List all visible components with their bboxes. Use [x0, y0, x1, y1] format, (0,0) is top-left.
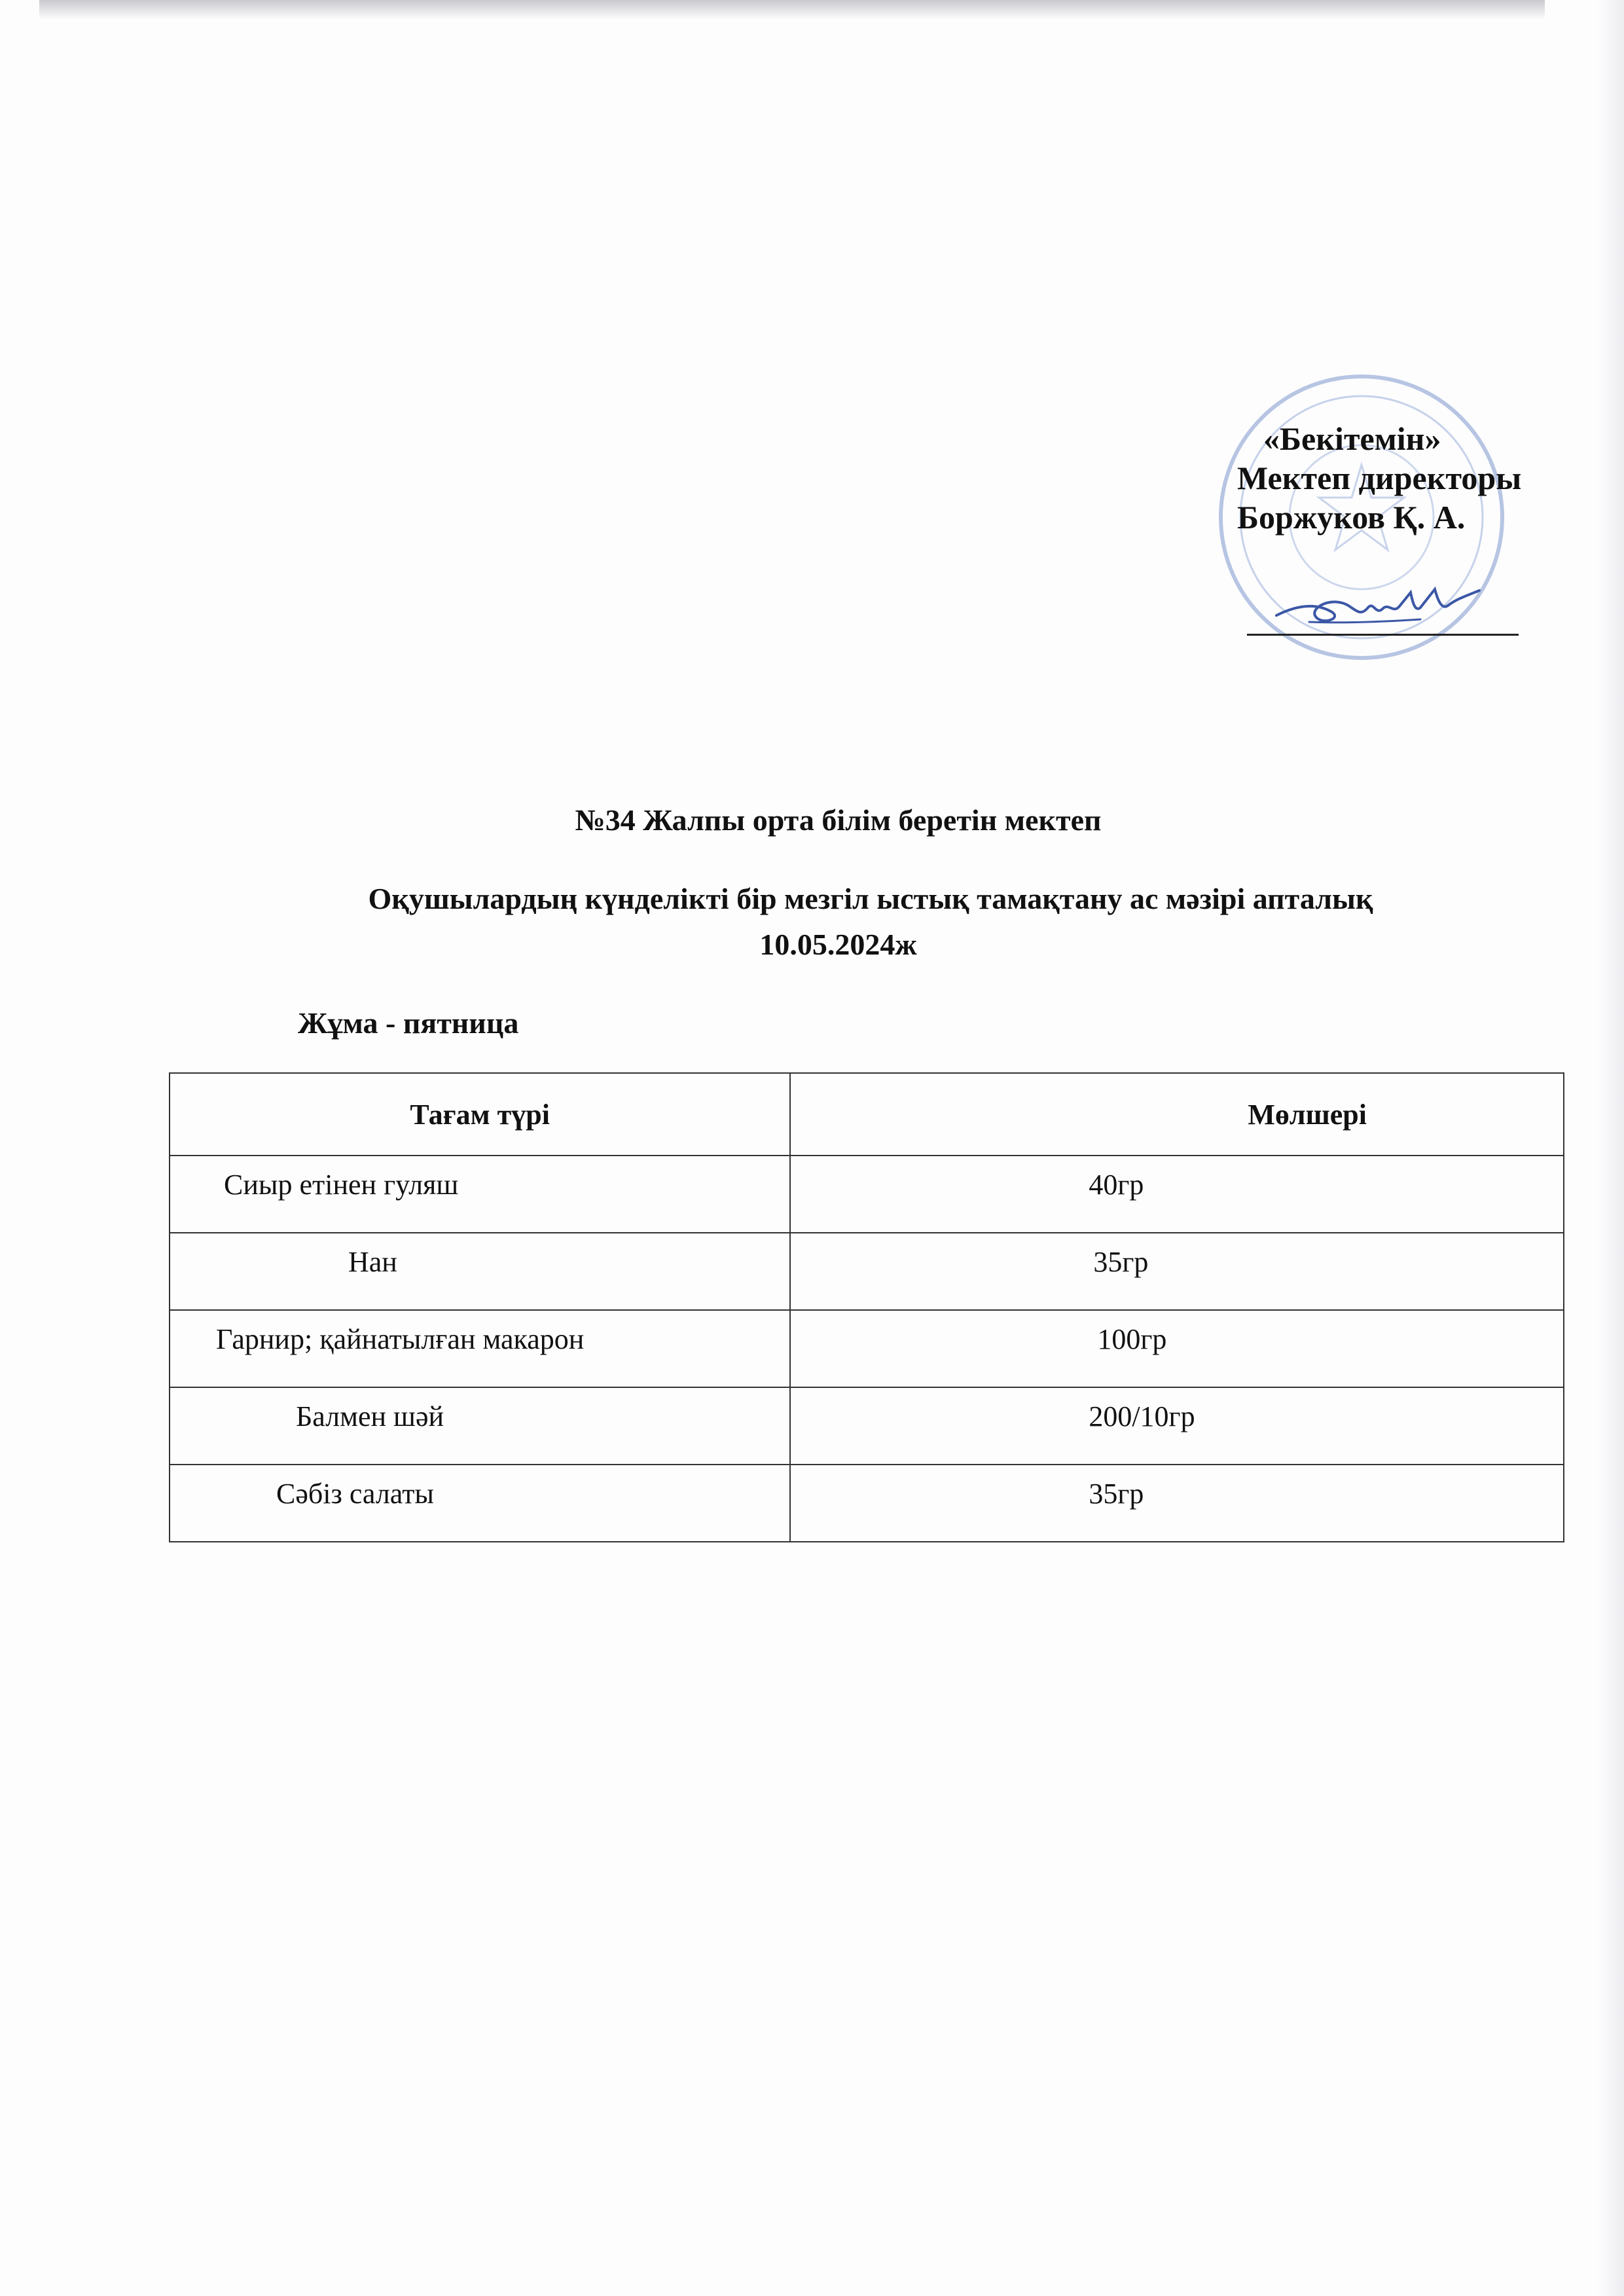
day-of-week: Жұма - пятница	[298, 1006, 519, 1040]
approval-position: Мектеп директоры	[1237, 460, 1522, 496]
dish-cell	[170, 1465, 790, 1542]
table-row	[170, 1156, 1564, 1233]
table-header-row	[170, 1073, 1564, 1156]
menu-date: 10.05.2024ж	[759, 928, 917, 961]
scan-edge-right	[1598, 0, 1624, 2296]
dish-name: Нан	[348, 1246, 397, 1278]
dish-quantity: 200/10гр	[1089, 1400, 1195, 1432]
school-name: №34 Жалпы орта білім беретін мектеп	[575, 803, 1102, 837]
dish-quantity: 35гр	[1093, 1246, 1149, 1278]
dish-cell	[170, 1233, 790, 1310]
dish-name: Сиыр етінен гуляш	[224, 1169, 459, 1201]
dish-quantity: 35гр	[1089, 1478, 1144, 1510]
dish-name: Гарнир; қайнатылған макарон	[216, 1323, 585, 1355]
menu-table	[169, 1072, 1564, 1542]
dish-quantity: 40гр	[1089, 1169, 1144, 1201]
dish-cell	[170, 1387, 790, 1465]
quantity-cell	[790, 1156, 1564, 1233]
quantity-cell	[790, 1233, 1564, 1310]
approval-block	[1237, 419, 1604, 537]
approval-name: Боржуков Қ. А.	[1237, 499, 1466, 536]
column-header-quantity: Мөлшері	[790, 1073, 1564, 1156]
signature-line	[1247, 634, 1519, 636]
dish-quantity: 100гр	[1097, 1323, 1167, 1355]
dish-cell	[170, 1310, 790, 1387]
approval-title: «Бекітемін»	[1263, 420, 1441, 457]
quantity-cell	[790, 1387, 1564, 1465]
director-signature	[1270, 576, 1486, 635]
menu-title: Оқушылардың күнделікті бір мезгіл ыстық тамақтану ас мәзірі апталық	[368, 882, 1373, 915]
table-row	[170, 1465, 1564, 1542]
quantity-cell	[790, 1465, 1564, 1542]
table-row	[170, 1233, 1564, 1310]
scan-edge-top	[39, 0, 1545, 20]
table-row	[170, 1310, 1564, 1387]
column-header-dish: Тағам түрі	[170, 1073, 790, 1156]
table-row	[170, 1387, 1564, 1465]
dish-name: Сәбіз салаты	[276, 1478, 434, 1510]
quantity-cell	[790, 1310, 1564, 1387]
dish-name: Балмен шәй	[296, 1400, 444, 1432]
dish-cell	[170, 1156, 790, 1233]
